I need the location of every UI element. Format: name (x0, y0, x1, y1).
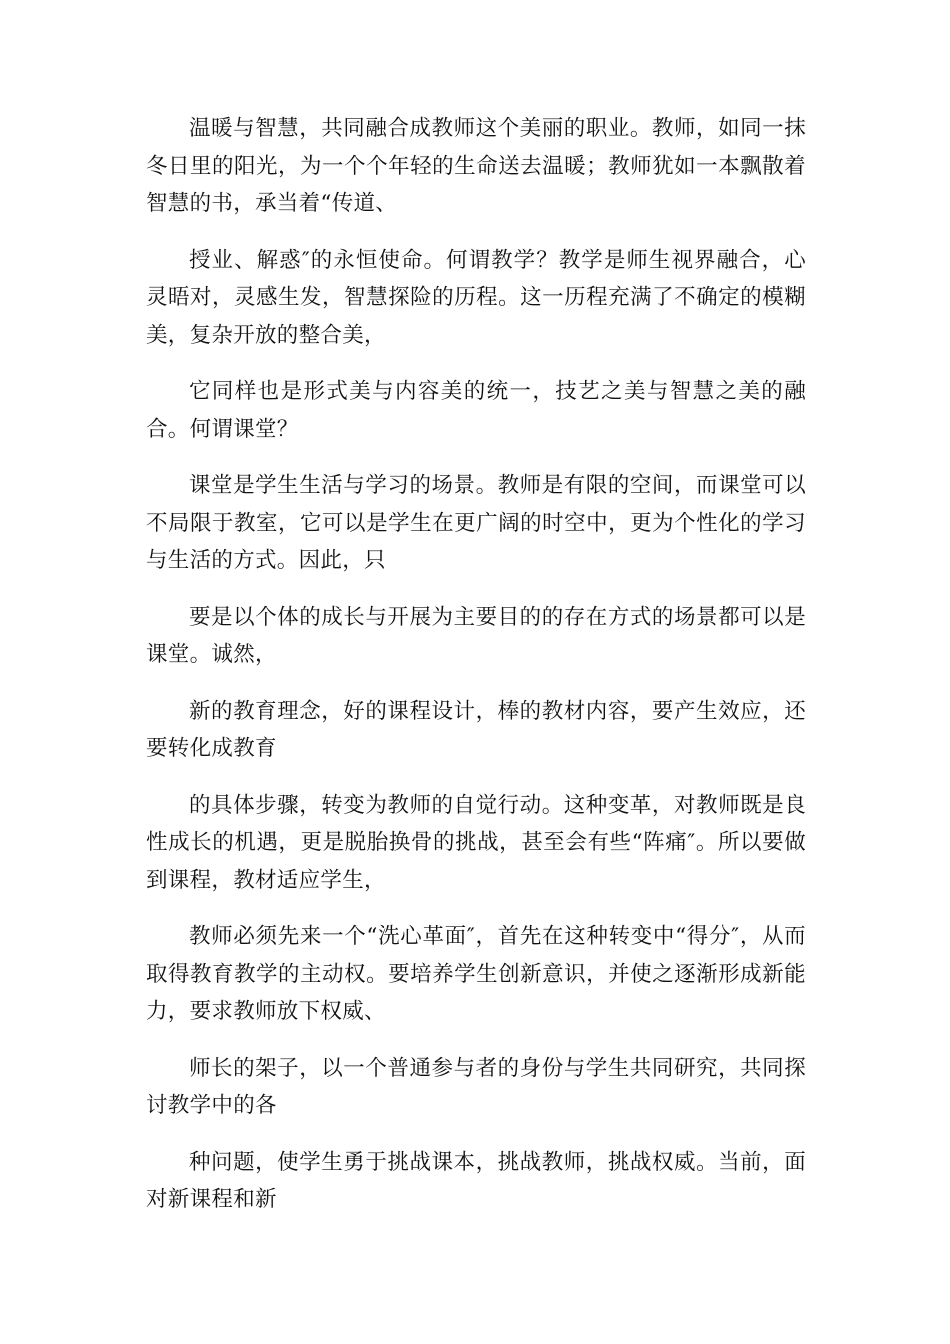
paragraph-7: 的具体步骤，转变为教师的自觉行动。这种变革，对教师既是良性成长的机遇，更是脱胎换骨的挑战，甚至会有些“阵痛″。所以要做到课程，教材适应学生， (146, 792, 806, 893)
paragraph-2: 授业、解惑″的永恒使命。何谓教学？教学是师生视界融合，心灵晤对，灵感生发，智慧探险的历程。这一历程充满了不确定的模糊美，复杂开放的整合美， (146, 247, 806, 348)
paragraph-6: 新的教育理念，好的课程设计，棒的教材内容，要产生效应，还要转化成教育 (146, 698, 806, 761)
paragraph-5: 要是以个体的成长与开展为主要目的的存在方式的场景都可以是课堂。诚然， (146, 604, 806, 667)
paragraph-9: 师长的架子，以一个普通参与者的身份与学生共同研究，共同探讨教学中的各 (146, 1055, 806, 1118)
paragraph-10: 种问题，使学生勇于挑战课本，挑战教师，挑战权威。当前，面对新课程和新 (146, 1149, 806, 1212)
paragraph-8: 教师必须先来一个“洗心革面″，首先在这种转变中“得分″，从而取得教育教学的主动权。要培养学生创新意识，并使之逐渐形成新能力，要求教师放下权威、 (146, 924, 806, 1024)
document-body (146, 110, 806, 1238)
paragraph-3: 它同样也是形式美与内容美的统一，技艺之美与智慧之美的融合。何谓课堂？ (146, 379, 806, 442)
paragraph-4: 课堂是学生生活与学习的场景。教师是有限的空间，而课堂可以不局限于教室，它可以是学生在更广阔的时空中，更为个性化的学习与生活的方式。因此，只 (146, 473, 806, 573)
paragraph-1: 温暖与智慧，共同融合成教师这个美丽的职业。教师，如同一抹冬日里的阳光，为一个个年轻的生命送去温暖；教师犹如一本飘散着智慧的书，承当着“传道、 (146, 116, 806, 216)
